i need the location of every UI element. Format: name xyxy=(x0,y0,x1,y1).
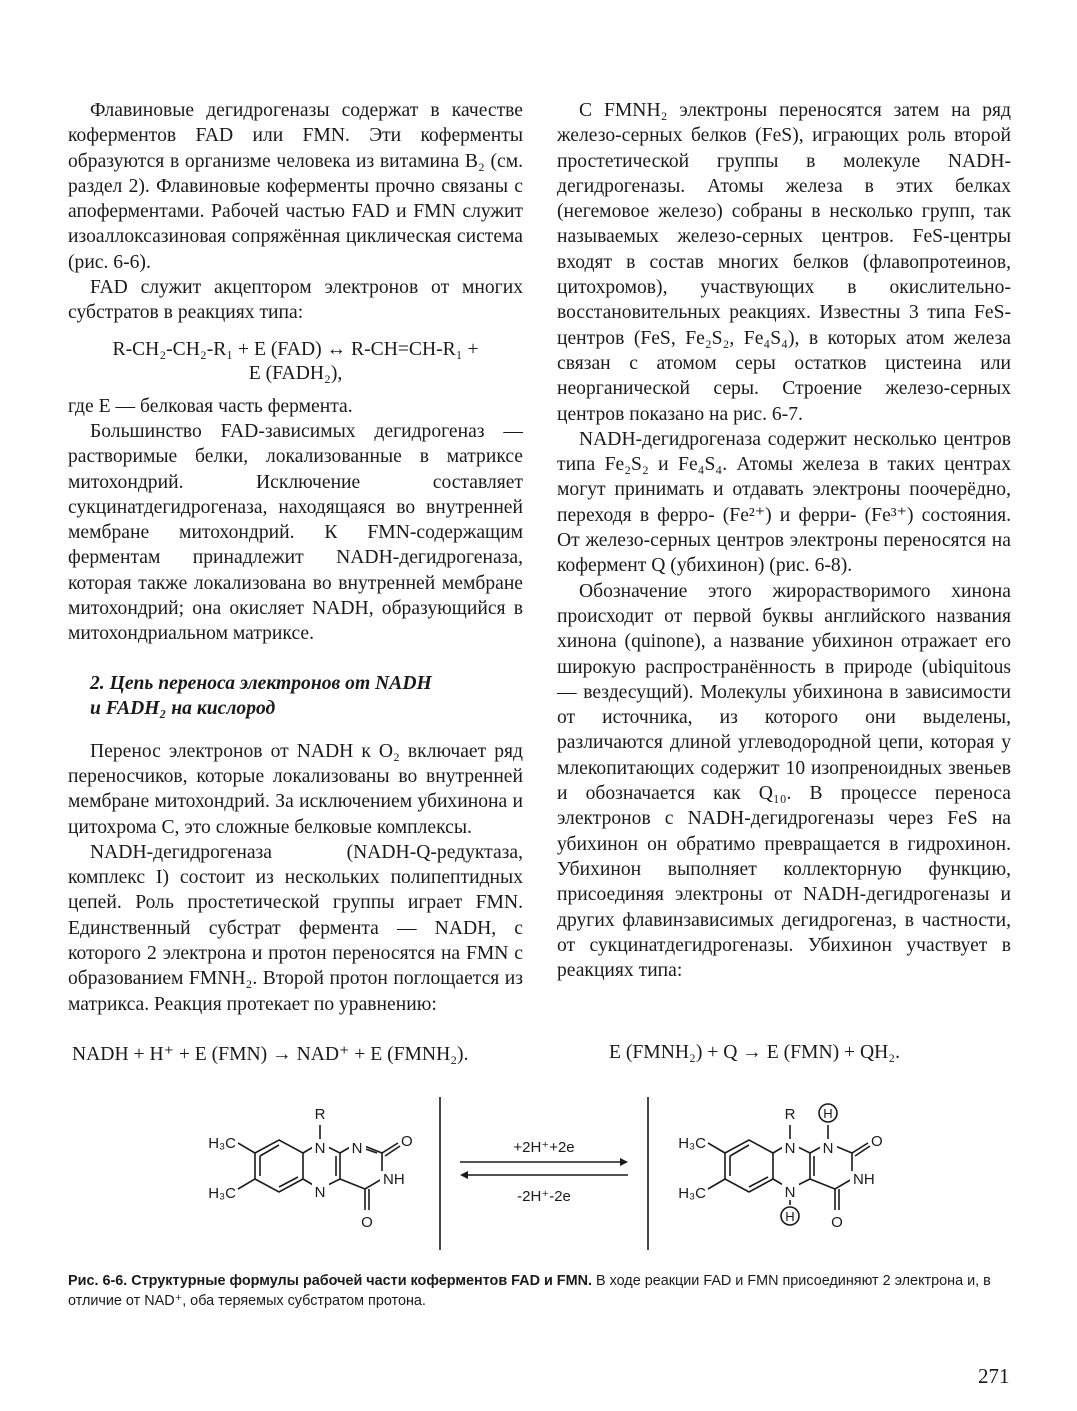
atom-label: R xyxy=(784,1106,796,1123)
flavin-structure-figure xyxy=(200,1095,900,1260)
paragraph: FAD служит акцептором электронов от многих субстратов в реакциях типа: xyxy=(68,277,523,324)
paragraph: где E — белковая часть фермента. xyxy=(68,395,353,417)
atom-label: N xyxy=(351,1140,363,1157)
equation-fmn-reduction: NADH + H⁺ + E (FMN) → NAD⁺ + E (FMNH₂). xyxy=(72,1044,469,1065)
paragraph: NADH-дегидрогеназа (NADH-Q-редуктаза, комплекс I) состоит из нескольких полипептидных цепей. Роль простетической группы играет FMN. Единственный субстрат фермента — NADH, с которого 2 электрона и протон переносятся на FMN с образованием FMNH₂. Второй протон поглощается из матрикса. Реакция протекает по уравнению: xyxy=(68,841,523,1015)
paragraph: Обозначение этого жирорастворимого хинона происходит от первой буквы английского названия хинона (quinone), а название убихинон отражает его широкую распространённость в природе (ubiquitous — вездесущий). Молекулы убихинона в зависимости от источника, из которого они выделены, различаются длиной углеводородной цепи, которая у млекопитающих содержит 10 изопреноидных звеньев и обозначается как Q₁₀. В процессе переноса электронов с NADH-дегидрогеназы через FeS на убихинон он обратимо превращается в гидрохинон. Убихинон выполняет коллекторную функцию, присоединяя электроны от NADH-дегидрогеназы и других флавинзависимых дегидрогеназ, в частности, от сукцинатдегидрогеназы. Убихинон участвует в реакциях типа: xyxy=(557,580,1011,982)
paragraph: NADH-дегидрогеназа содержит несколько центров типа Fe₂S₂ и Fe₄S₄. Атомы железа в таких центрах могут принимать и отдавать электроны поочерёдно, переходя в ферро- (Fe²⁺) и ферри- (Fe³⁺) состояния. От железо-серных центров электроны переносятся на кофермент Q (убихинон) (рис. 6-8). xyxy=(557,428,1011,577)
atom-label: O xyxy=(871,1133,883,1150)
atom-label: NH xyxy=(383,1171,405,1188)
atom-label: N xyxy=(314,1140,326,1157)
paragraph: Большинство FAD-зависимых дегидрогеназ — растворимые белки, локализованные в матриксе митохондрий. Исключение составляет сукцинатдегидрогеназа, находящаяся во внутренней мембране митохондрий. К FMN-содержащим ферментам принадлежит NADH-дегидрогеназа, которая также локализована во внутренней мембране митохондрий; она окисляет NADH, образующийся в митохондриальном матриксе. xyxy=(68,420,523,645)
atom-label: N xyxy=(314,1184,326,1201)
reverse-arrowhead xyxy=(460,1171,468,1179)
paragraph: Флавиновые дегидрогеназы содержат в качестве коферментов FAD или FMN. Эти коферменты образуются в организме человека из витамина B₂ (см. раздел 2). Флавиновые коферменты прочно связаны с апоферментами. Рабочей частью FAD и FMN служит изоаллоксазиновая сопряжённая циклическая система (рис. 6-6). xyxy=(68,100,523,273)
heading-line: 2. Цепь переноса электронов от NADH xyxy=(90,672,432,694)
reverse-label: -2H⁺-2e xyxy=(517,1188,571,1205)
atom-label: N xyxy=(822,1140,834,1157)
methyl-label: H₃C xyxy=(208,1135,236,1152)
atom-label: N xyxy=(784,1140,796,1157)
atom-label: O xyxy=(831,1214,843,1231)
caption-text: В ходе реакции FAD и FMN присоединяют 2 электрона и, в отличие от NAD⁺, оба теряемых субстратом протона. xyxy=(68,1273,991,1309)
left-column xyxy=(68,98,523,1017)
methyl-label: H₃C xyxy=(678,1135,706,1152)
atom-label: H xyxy=(785,1209,795,1224)
page-number: 271 xyxy=(978,1364,1010,1388)
paragraph: Перенос электронов от NADH к O₂ включает ряд переносчиков, которые локализованы во внутренней мембране митохондрий. За исключением убихинона и цитохрома C, это сложные белковые комплексы. xyxy=(68,740,523,838)
section-heading xyxy=(90,671,523,721)
atom-label: R xyxy=(314,1106,326,1123)
forward-label: +2H⁺+2e xyxy=(513,1139,575,1156)
atom-label: NH xyxy=(853,1171,875,1188)
equation-ubiquinone-reduction: E (FMNH₂) + Q → E (FMN) + QH₂. xyxy=(609,1042,901,1063)
reaction-formula xyxy=(68,338,523,386)
paragraph: С FMNH₂ электроны переносятся затем на ряд железо-серных белков (FeS), играющих роль второй простетической группы в молекуле NADH-дегидрогеназы. Атомы железа в этих белках (негемовое железо) собраны в несколько групп, так называемых железо-серных центров. FeS-центры входят в состав многих белков (флавопротеинов, цитохромов), участвующих в окислительно-восстановительных реакциях. Известны 3 типа FeS-центров (FeS, Fe₂S₂, Fe₄S₄), в которых атом железа связан с атомом серы остатков цистеина или неорганической серы. Строение железо-серных центров показано на рис. 6-7. xyxy=(557,100,1011,425)
atom-label: O xyxy=(361,1214,373,1231)
methyl-label: H₃C xyxy=(208,1185,236,1202)
caption-title: Рис. 6-6. Структурные формулы рабочей части коферментов FAD и FMN. xyxy=(68,1273,592,1289)
right-column xyxy=(557,98,1011,983)
formula-line: R-CH₂-CH₂-R₁ + E (FAD) ↔ R-CH=CH-R₁ + xyxy=(112,338,479,360)
forward-arrowhead xyxy=(620,1158,628,1166)
figure-caption xyxy=(68,1271,1014,1311)
atom-label: N xyxy=(784,1184,796,1201)
formula-line: E (FADH₂), xyxy=(248,362,343,384)
atom-label: O xyxy=(401,1133,413,1150)
atom-label: H xyxy=(823,1106,833,1121)
methyl-label: H₃C xyxy=(678,1185,706,1202)
heading-line: и FADH₂ на кислород xyxy=(90,697,276,719)
